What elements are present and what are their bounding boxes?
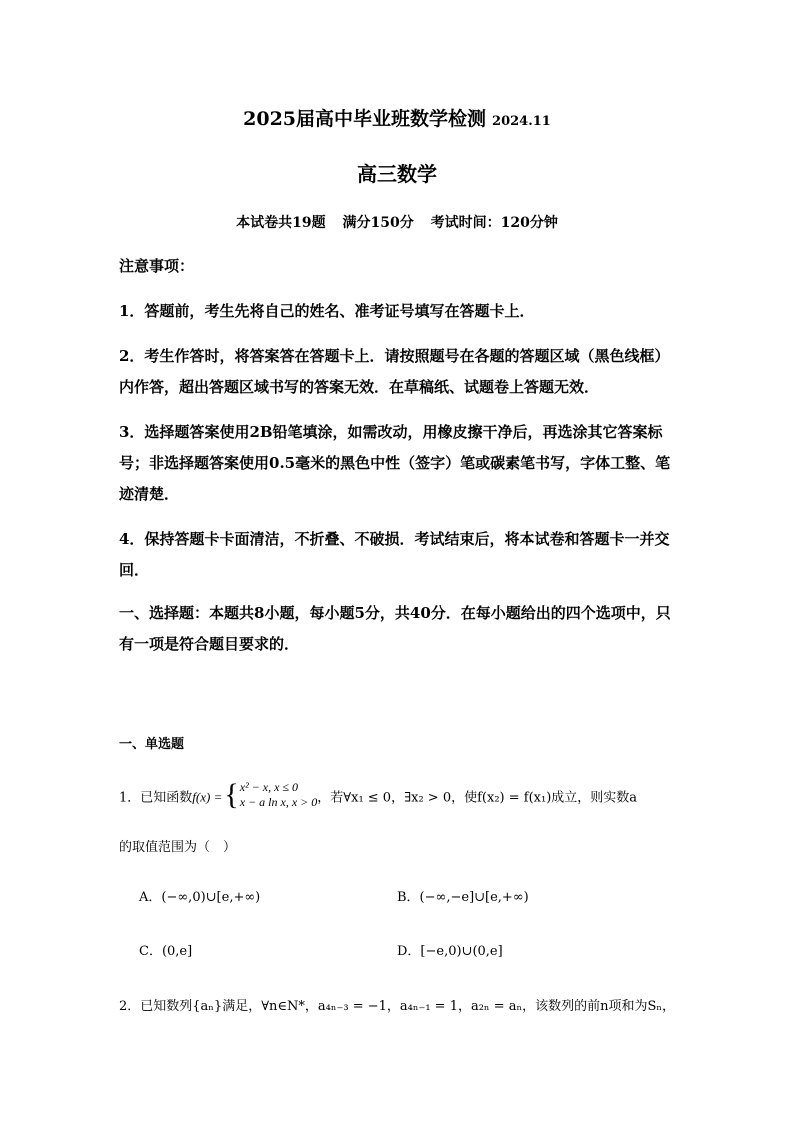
notice-item-2: 2．考生作答时，将答案答在答题卡上．请按照题号在各题的答题区域（黑色线框）内作答，超出答题区域书写的答案无效．在草稿纸、试题卷上答题无效． [119, 347, 670, 396]
q1-tail: 的取值范围为（ ） [119, 840, 237, 855]
exam-title [0, 104, 794, 131]
title-text: 2025届高中毕业班数学检测 [243, 108, 487, 130]
q1-option-b[interactable]: B．(−∞,−e]∪[e,+∞) [397, 890, 529, 905]
question-2-stem: 2．已知数列{aₙ}满足，∀n∈N*，a₄ₙ₋₃ = −1，a₄ₙ₋₁ = 1，a₂ₙ = aₙ，该数列的前n项和为Sₙ， [119, 999, 675, 1014]
meta-exam-time: 考试时间：120分钟 [430, 215, 558, 231]
notice-heading: 注意事项： [119, 257, 195, 275]
notice-item-4: 4．保持答题卡卡面清洁，不折叠、不破损．考试结束后，将本试卷和答题卡一并交回． [119, 530, 670, 579]
meta-full-score: 满分150分 [342, 215, 414, 231]
q1-option-a[interactable]: A．(−∞,0)∪[e,+∞) [139, 890, 261, 905]
question-1-stem [119, 778, 679, 813]
q1-case-2: x − a ln x, x > 0 [239, 795, 318, 809]
notice-item-1: 1．答题前，考生先将自己的姓名、准考证号填写在答题卡上． [119, 302, 535, 320]
brace-icon: { [224, 778, 239, 811]
q1-function-name: f(x) = [192, 789, 223, 805]
section-intro: 一、选择题：本题共8小题，每小题5分，共40分．在每小题给出的四个选项中，只有一项是符合题目要求的． [119, 604, 671, 653]
section-heading: 一、单选题 [119, 737, 185, 752]
q1-case-1: x² − x, x ≤ 0 [239, 780, 299, 794]
notice-item-3: 3．选择题答案使用2B铅笔填涂，如需改动，用橡皮擦干净后，再选涂其它答案标号；非选择题答案使用0.5毫米的黑色中性（签字）笔或碳素笔书写，字体工整、笔迹清楚． [119, 423, 671, 503]
q1-piecewise [224, 780, 317, 810]
q1-option-d[interactable]: D．[−e,0)∪(0,e] [397, 944, 503, 959]
exam-meta [0, 212, 794, 232]
exam-date: 2024.11 [492, 114, 551, 129]
exam-subtitle: 高三数学 [357, 162, 437, 186]
q1-condition: ，若∀x₁ ≤ 0，∃x₂ > 0，使f(x₂) = f(x₁)成立，则实数a [317, 790, 638, 806]
q1-prefix: 1．已知函数 [119, 790, 193, 806]
q1-option-c[interactable]: C．(0,e] [139, 944, 193, 959]
meta-question-count: 本试卷共19题 [236, 215, 326, 231]
